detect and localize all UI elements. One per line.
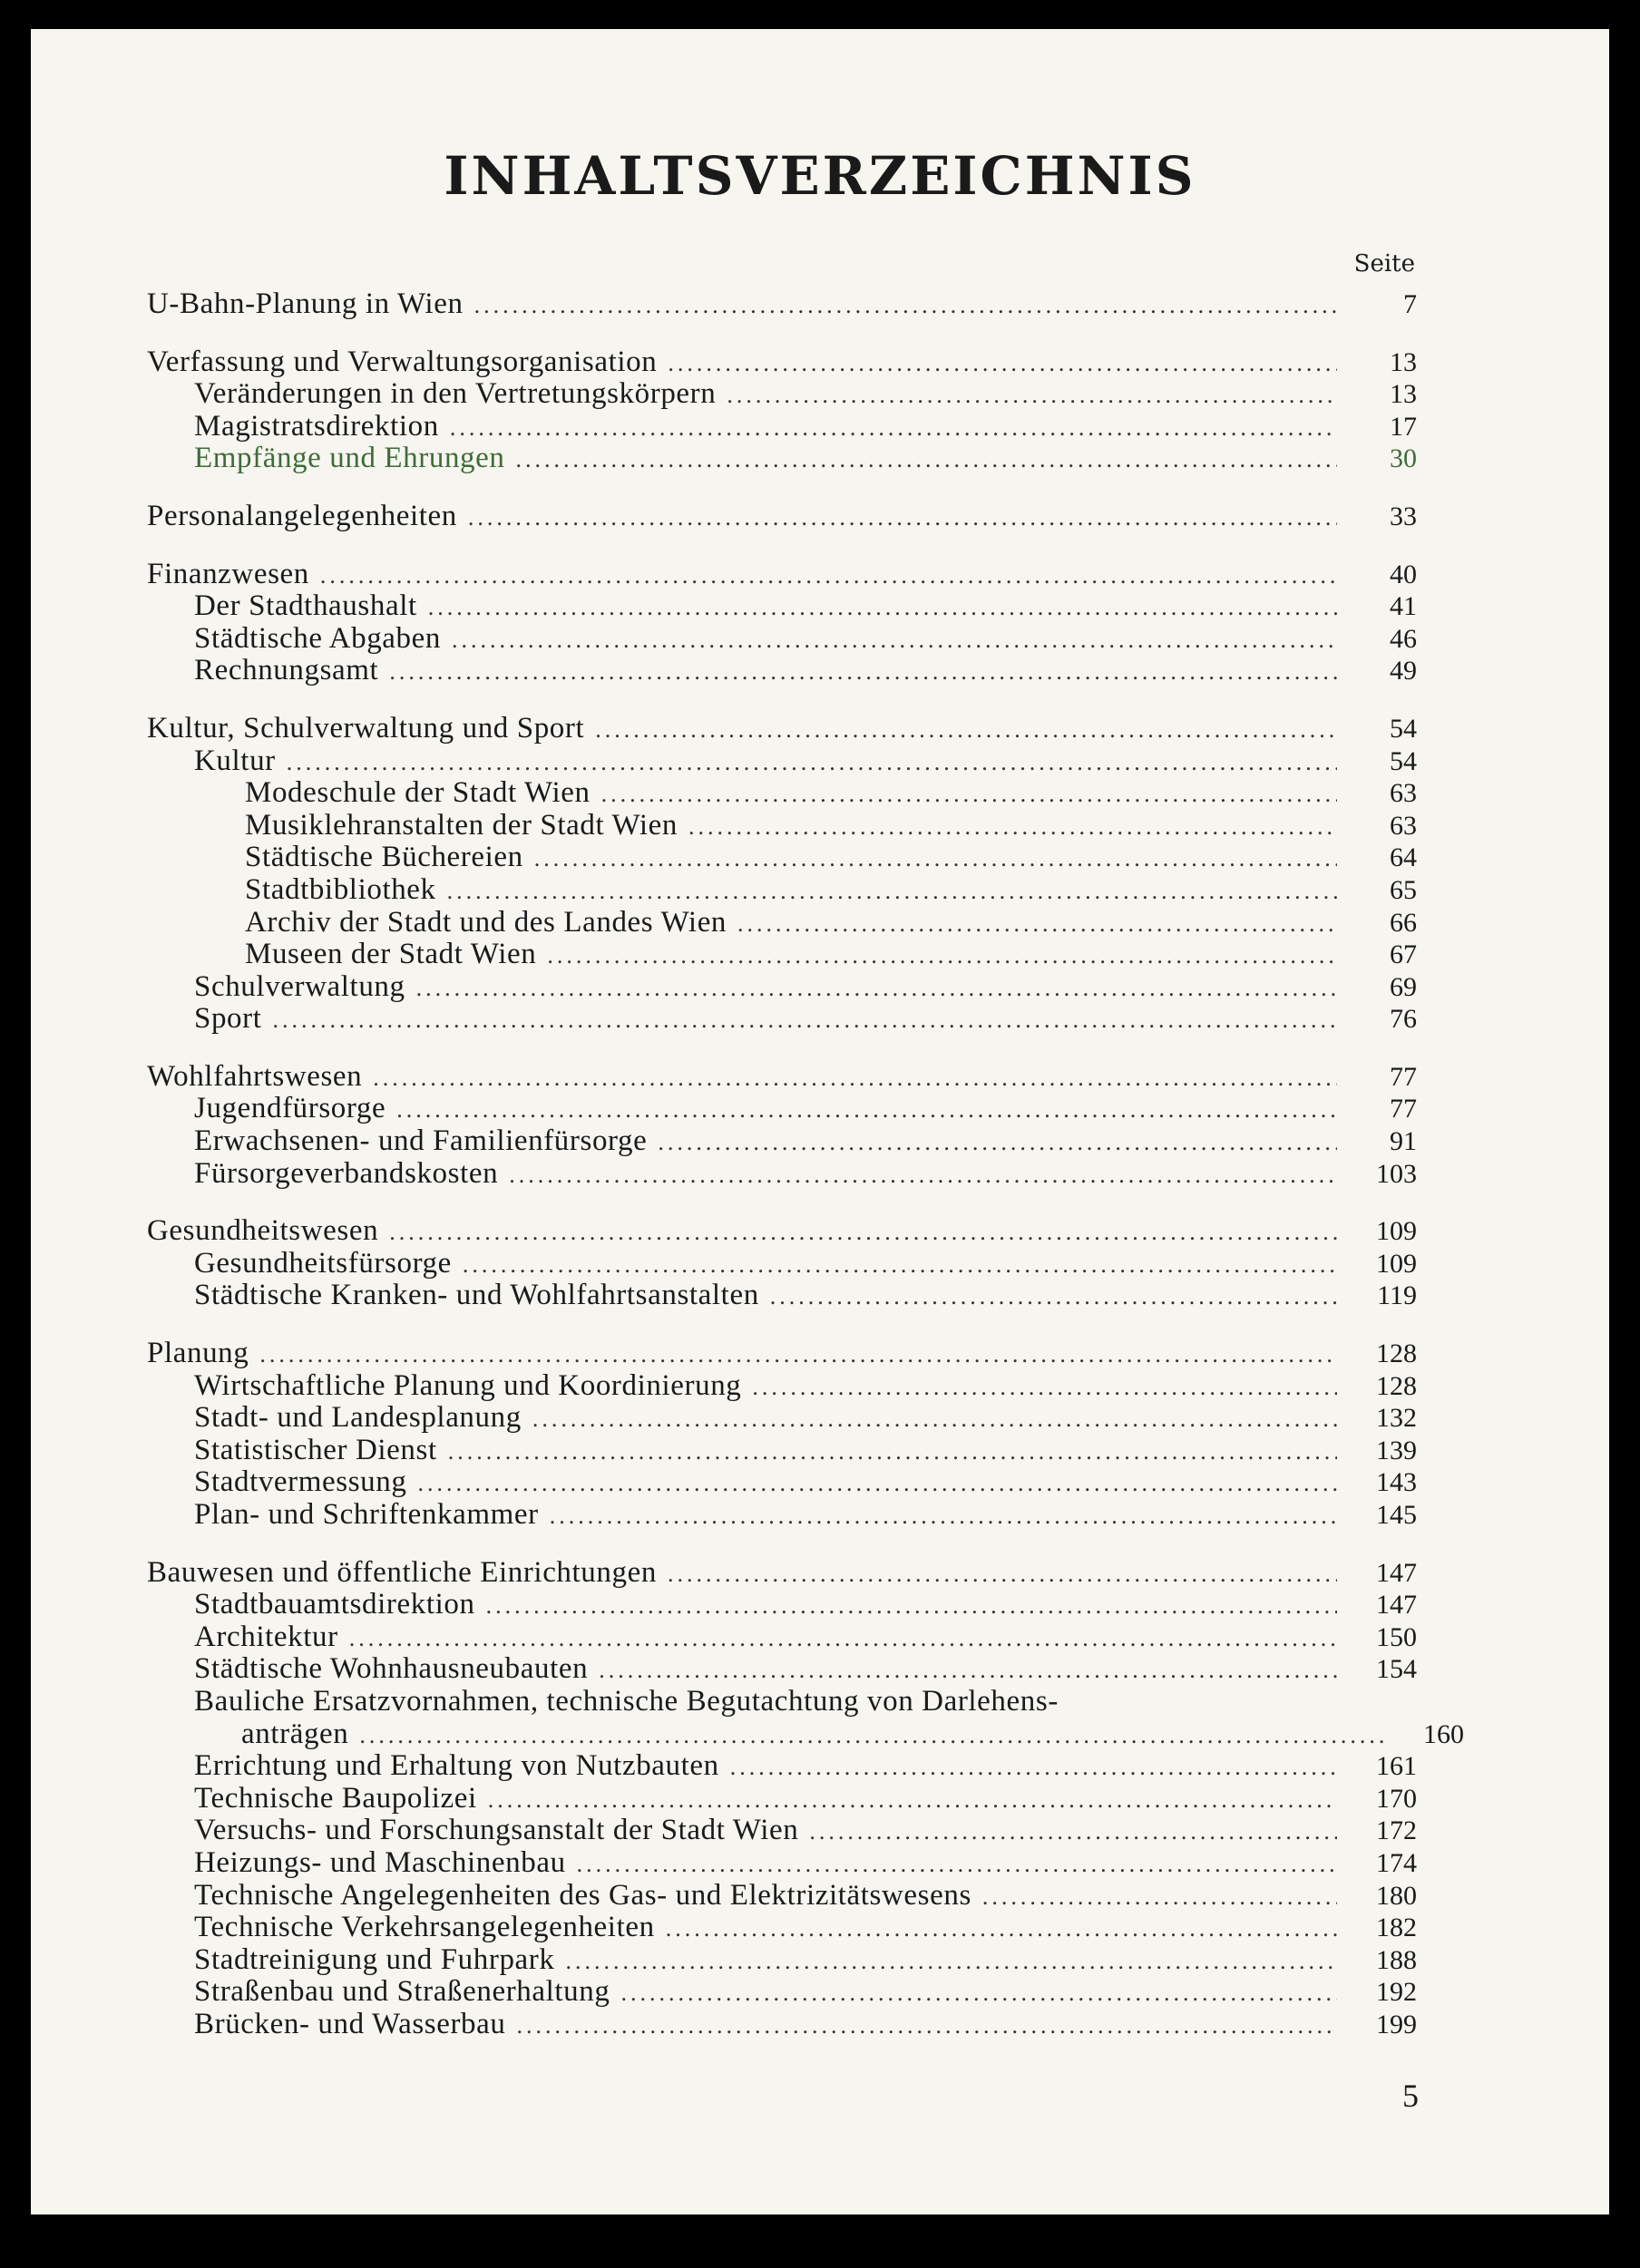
toc-entry <box>147 288 1417 321</box>
toc-entry <box>147 501 1417 533</box>
dot-leader <box>688 811 1337 843</box>
toc-entry-title: Heizungs- und Maschinenbau <box>194 1845 566 1879</box>
dot-leader <box>468 501 1337 534</box>
toc-entry-page: 54 <box>1390 745 1417 776</box>
toc-entry-title: Wohlfahrtswesen <box>147 1059 363 1093</box>
toc-entry <box>147 1621 1417 1654</box>
toc-entry <box>147 443 1417 475</box>
toc-entry-page: 7 <box>1403 289 1417 319</box>
toc-entry-page: 161 <box>1376 1751 1417 1782</box>
toc-entry-page: 109 <box>1376 1248 1417 1279</box>
toc-entry-page: 154 <box>1376 1654 1417 1685</box>
toc-entry <box>147 907 1417 939</box>
toc-entry-title: Stadt- und Landesplanung <box>194 1401 522 1435</box>
dot-leader <box>396 1094 1337 1126</box>
dot-leader <box>463 1249 1337 1281</box>
toc-entry <box>147 874 1417 907</box>
toc-entry-page: 77 <box>1390 1061 1417 1092</box>
toc-entry <box>147 971 1417 1004</box>
toc-entry-page: 69 <box>1390 971 1417 1002</box>
toc-entry-title: Plan- und Schriftenkammer <box>194 1498 539 1531</box>
toc-entry-page: 174 <box>1376 1847 1417 1878</box>
toc-entry-title: U-Bahn-Planung in Wien <box>147 287 464 320</box>
toc-entry-title: Technische Verkehrsangelegenheiten <box>194 1911 655 1944</box>
toc-entry <box>147 1686 1417 1718</box>
dot-leader <box>516 443 1337 476</box>
dot-leader <box>566 1945 1338 1978</box>
toc-entry-title: Musiklehranstalten der Stadt Wien <box>245 808 678 842</box>
toc-entry-page: 41 <box>1390 591 1417 622</box>
toc-entry <box>147 1248 1417 1280</box>
toc-entry <box>147 1370 1417 1403</box>
toc-entry <box>147 590 1417 623</box>
toc-entry-page: 13 <box>1390 379 1417 410</box>
toc-entry <box>147 1061 1417 1094</box>
toc-entry-title: Städtische Wohnhausneubauten <box>194 1652 589 1686</box>
dot-leader <box>752 1371 1337 1404</box>
toc-entry-title: Kultur, Schulverwaltung und Sport <box>147 711 585 745</box>
toc-entry-title: Architektur <box>194 1620 338 1653</box>
toc-entry <box>147 1976 1417 2009</box>
toc-entry <box>147 777 1417 810</box>
toc-entry <box>147 1125 1417 1158</box>
toc-entry-title: Der Stadthaushalt <box>194 589 417 623</box>
toc-entry-title: Empfänge und Ehrungen <box>194 442 505 475</box>
toc-entry-page: 63 <box>1390 778 1417 809</box>
toc-entry <box>147 1093 1417 1125</box>
toc-entry-page: 132 <box>1376 1403 1417 1434</box>
toc-entry-title: Bauwesen und öffentliche Einrichtungen <box>147 1555 657 1589</box>
dot-leader <box>259 1338 1337 1371</box>
page-number: 5 <box>1402 2078 1419 2114</box>
toc-entry <box>147 346 1417 379</box>
dot-leader <box>287 746 1337 779</box>
toc-entry-page: 49 <box>1390 656 1417 686</box>
dot-leader <box>658 1126 1337 1159</box>
dot-leader <box>595 714 1337 746</box>
toc-entry <box>147 1003 1417 1036</box>
toc-entry-page: 91 <box>1390 1126 1417 1157</box>
toc-entry <box>147 1589 1417 1621</box>
toc-entry-title: Verfassung und Verwaltungsorganisation <box>147 345 658 378</box>
dot-leader <box>488 1784 1337 1816</box>
dot-leader <box>486 1590 1337 1622</box>
toc-entry-page: 40 <box>1390 559 1417 589</box>
toc-entry-title: Archiv der Stadt und des Landes Wien <box>245 905 727 939</box>
toc-entry-title: Sport <box>194 1002 262 1036</box>
toc-entry-title: Rechnungsamt <box>194 654 379 687</box>
dot-leader <box>730 1751 1337 1784</box>
toc-entry-title: Wirtschaftliche Planung und Koordinierung <box>194 1368 742 1402</box>
toc-entry-page: 119 <box>1377 1280 1417 1311</box>
toc-entry-title: Planung <box>147 1337 249 1370</box>
dot-leader <box>447 875 1337 908</box>
toc-entry-page: 180 <box>1376 1880 1417 1911</box>
page-column-header: Seite <box>1353 250 1415 277</box>
toc-entry-page: 145 <box>1376 1500 1417 1530</box>
toc-entry <box>147 810 1417 842</box>
page-sheet <box>31 29 1609 2214</box>
dot-leader <box>668 1558 1337 1591</box>
toc-entry <box>147 713 1417 745</box>
toc-entry-title: Schulverwaltung <box>194 969 405 1003</box>
toc-entry-title: Personalangelegenheiten <box>147 499 457 532</box>
toc-entry-title: Technische Baupolizei <box>194 1781 477 1815</box>
toc-entry-title: Museen der Stadt Wien <box>245 938 537 971</box>
dot-leader <box>417 1467 1337 1500</box>
toc-entry <box>147 378 1417 411</box>
toc-entry-page: 17 <box>1390 411 1417 442</box>
toc-entry <box>147 623 1417 656</box>
toc-entry-page: 13 <box>1390 346 1417 377</box>
dot-leader <box>448 1436 1337 1468</box>
toc-entry-page: 199 <box>1376 2009 1417 2039</box>
dot-leader <box>389 1216 1337 1249</box>
dot-leader <box>809 1815 1337 1848</box>
toc-entry-title: Finanzwesen <box>147 557 309 590</box>
toc-entry-page: 54 <box>1390 713 1417 744</box>
toc-entry <box>147 1815 1417 1847</box>
dot-leader <box>373 1062 1337 1095</box>
toc-entry <box>147 1557 1417 1590</box>
toc-entry <box>147 1215 1417 1248</box>
toc-entry-page: 150 <box>1376 1621 1417 1652</box>
toc-entry-title: Statistischer Dienst <box>194 1433 437 1466</box>
toc-entry <box>147 1912 1417 1944</box>
dot-leader <box>550 1500 1337 1533</box>
toc-entry-page: 109 <box>1376 1216 1417 1247</box>
toc-entry-title: Stadtbauamtsdirektion <box>194 1588 475 1621</box>
toc-entry-page: 147 <box>1376 1557 1417 1588</box>
toc-entry <box>147 559 1417 591</box>
dot-leader <box>666 1913 1337 1945</box>
toc-entry <box>147 1750 1417 1783</box>
dot-leader <box>727 379 1337 412</box>
toc-entry-page: 139 <box>1376 1435 1417 1465</box>
dot-leader <box>577 1848 1337 1881</box>
toc-entry-title: Errichtung und Erhaltung von Nutzbauten <box>194 1749 719 1783</box>
toc-entry-title: Magistratsdirektion <box>194 409 439 443</box>
toc-entry-page: 76 <box>1390 1004 1417 1035</box>
toc-entry-page: 160 <box>1423 1718 1464 1749</box>
toc-entry <box>147 1880 1417 1913</box>
toc-entry <box>147 745 1417 778</box>
toc-entry-page: 46 <box>1390 623 1417 654</box>
toc-entry-title: Jugendfürsorge <box>194 1092 386 1125</box>
toc-entry-page: 172 <box>1376 1815 1417 1846</box>
toc-entry <box>147 1847 1417 1880</box>
toc-entry-title: Kultur <box>194 744 276 777</box>
toc-entry <box>147 1653 1417 1686</box>
dot-leader <box>532 1403 1337 1436</box>
toc-entry-title: Brücken- und Wasserbau <box>194 2007 506 2040</box>
toc-entry-title: Stadtreinigung und Fuhrpark <box>194 1942 555 1976</box>
toc-entry-title: Straßenbau und Straßenerhaltung <box>194 1975 610 2009</box>
dot-leader <box>982 1881 1337 1913</box>
toc-entry-title: Stadtbibliothek <box>245 872 436 906</box>
toc-entry-page: 33 <box>1390 501 1417 531</box>
toc-entry-title: Gesundheitsfürsorge <box>194 1246 452 1280</box>
dot-leader <box>416 972 1337 1005</box>
toc-entry-page: 67 <box>1390 939 1417 970</box>
toc-entry-title: Technische Angelegenheiten des Gas- und Elektrizitätswesens <box>194 1878 971 1912</box>
toc-entry-page: 30 <box>1390 443 1417 474</box>
toc-entry-title: Städtische Büchereien <box>245 841 523 874</box>
dot-leader <box>668 347 1337 380</box>
toc-entry-title: Stadtvermessung <box>194 1465 407 1499</box>
dot-leader <box>737 908 1337 940</box>
dot-leader <box>349 1622 1337 1655</box>
dot-leader <box>599 1654 1337 1687</box>
dot-leader <box>428 591 1337 624</box>
toc-entry <box>147 1466 1417 1499</box>
toc-entry-page: 63 <box>1390 810 1417 841</box>
toc-entry-page: 147 <box>1376 1590 1417 1621</box>
dot-leader <box>389 656 1337 688</box>
dot-leader <box>320 560 1337 592</box>
toc-entry-title: Städtische Kranken- und Wohlfahrtsanstalten <box>194 1279 759 1312</box>
toc-entry-title: Modeschule der Stadt Wien <box>245 776 591 810</box>
dot-leader <box>517 2010 1337 2042</box>
toc-entry-title: Fürsorgeverbandskosten <box>194 1156 499 1190</box>
toc-entry-page: 188 <box>1376 1944 1417 1975</box>
dot-leader <box>359 1719 1384 1752</box>
toc-entry-page: 103 <box>1376 1158 1417 1189</box>
toc-entry <box>147 655 1417 687</box>
toc-entry-page: 64 <box>1390 842 1417 873</box>
toc-entry-title: Bauliche Ersatzvornahmen, technische Begutachtung von Darlehens- <box>194 1684 1059 1718</box>
toc-entry-page: 66 <box>1390 907 1417 938</box>
toc-entry <box>147 842 1417 874</box>
toc-entry <box>147 2009 1417 2041</box>
toc-entry-title: Versuchs- und Forschungsanstalt der Stadt Wien <box>194 1814 799 1847</box>
toc-entry-page: 192 <box>1376 1977 1417 2008</box>
dot-leader <box>273 1004 1337 1037</box>
toc-entry-page: 128 <box>1376 1338 1417 1369</box>
page-title: INHALTSVERZEICHNIS <box>444 145 1196 207</box>
toc-entry <box>147 1783 1417 1815</box>
toc-entry <box>147 1280 1417 1312</box>
dot-leader <box>770 1280 1337 1313</box>
toc-entry <box>147 939 1417 971</box>
toc-entry-page: 170 <box>1376 1783 1417 1814</box>
toc-entry <box>147 1338 1417 1370</box>
toc-entry-title: Städtische Abgaben <box>194 621 441 655</box>
dot-leader <box>509 1159 1337 1192</box>
toc-entry-page: 65 <box>1390 874 1417 905</box>
dot-leader <box>547 939 1337 972</box>
toc-entry <box>147 1499 1417 1532</box>
dot-leader <box>534 842 1337 875</box>
toc-entry-title: Gesundheitswesen <box>147 1214 379 1248</box>
toc-entry-page: 128 <box>1376 1370 1417 1401</box>
toc-entry-page: 182 <box>1376 1913 1417 1943</box>
toc-entry-title: Veränderungen in den Vertretungskörpern <box>194 377 717 411</box>
table-of-contents <box>147 287 1464 2041</box>
toc-entry-page: 143 <box>1376 1467 1417 1498</box>
toc-entry <box>147 1402 1417 1435</box>
toc-entry-page: 77 <box>1390 1094 1417 1124</box>
toc-entry-title: Erwachsenen- und Familienfürsorge <box>194 1124 648 1158</box>
dot-leader <box>450 412 1337 444</box>
dot-leader <box>601 778 1337 811</box>
toc-entry <box>147 1158 1417 1191</box>
dot-leader <box>452 624 1337 657</box>
toc-entry <box>147 1435 1417 1467</box>
toc-entry <box>147 1717 1464 1751</box>
toc-entry-title: anträgen <box>241 1717 349 1750</box>
dot-leader <box>474 289 1337 322</box>
toc-entry <box>147 411 1417 443</box>
dot-leader <box>620 1977 1337 2010</box>
toc-entry <box>147 1944 1417 1977</box>
